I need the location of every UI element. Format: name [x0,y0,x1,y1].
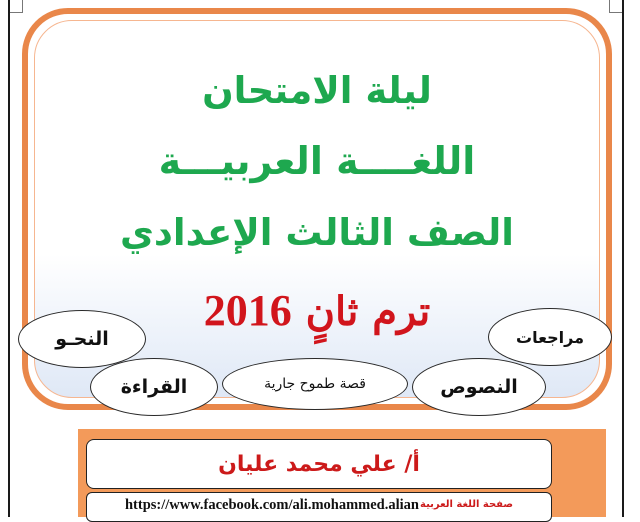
cover-title: ليلة الامتحان [202,69,432,112]
topic-nahw[interactable]: النحـو [18,310,146,368]
author-name: أ/ علي محمد عليان [86,439,552,489]
topic-murajaat[interactable]: مراجعات [488,308,612,366]
topic-nusus[interactable]: النصوص [412,358,546,416]
topic-qiraa[interactable]: القراءة [90,358,218,416]
facebook-link-box[interactable] [86,492,552,522]
subject-title: اللغــــة العربيـــة [158,139,476,183]
term-year: 2016 [203,286,292,335]
page-corner-mark-right [609,0,622,13]
facebook-url[interactable]: https://www.facebook.com/ali.mohammed.alian [124,497,419,513]
facebook-page-label: صفحة اللغة العربية [420,499,514,510]
term-label: ترم ثانٍ [305,288,431,335]
page-corner-mark-left [10,0,23,13]
grade-title: الصف الثالث الإعدادي [120,211,514,254]
topic-qissa[interactable]: قصة طموح جارية [222,358,408,410]
